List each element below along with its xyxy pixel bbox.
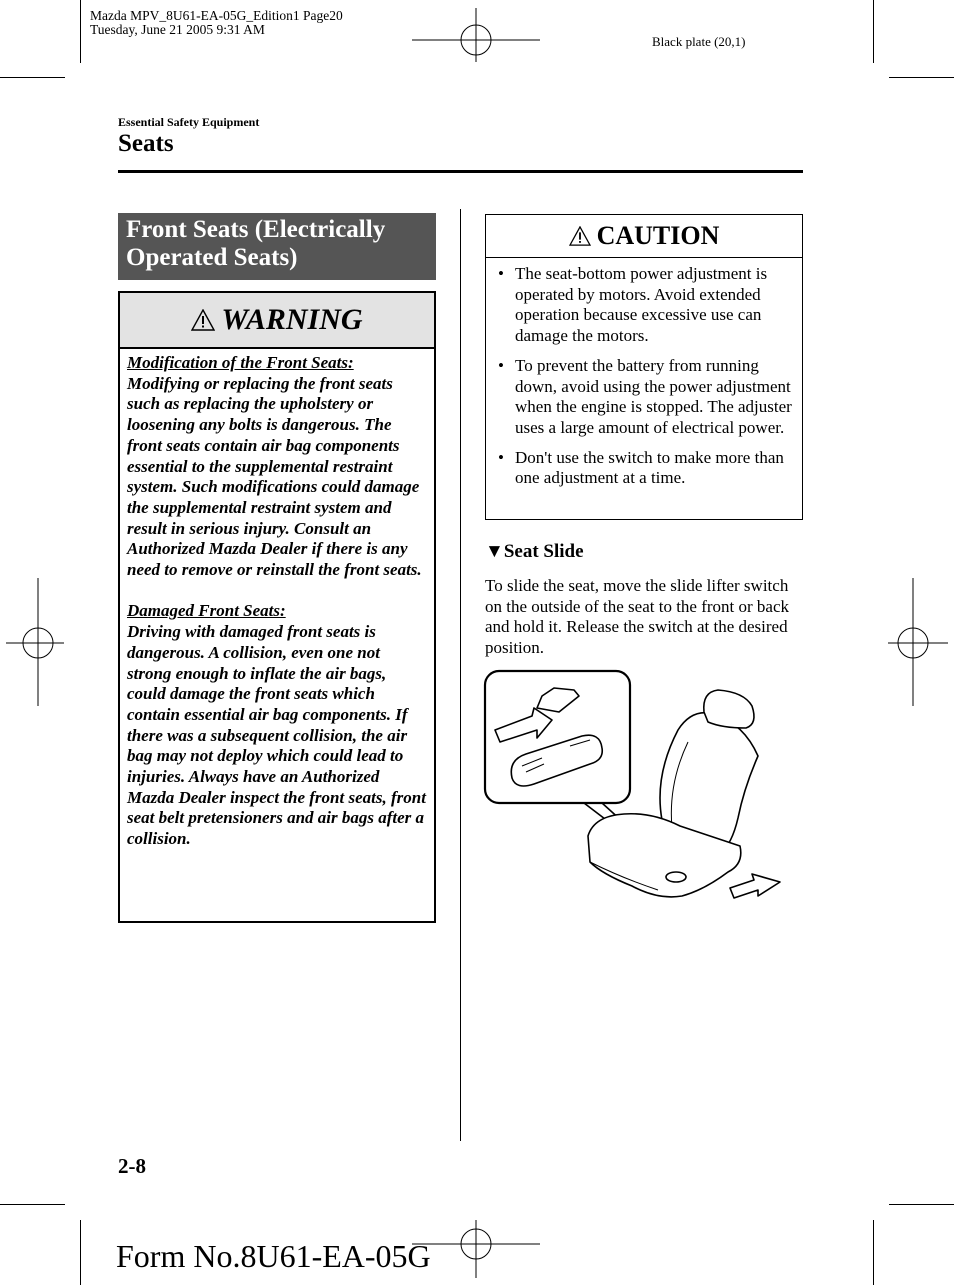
caution-title: CAUTION: [596, 221, 720, 250]
print-date-line: Tuesday, June 21 2005 9:31 AM: [90, 22, 265, 37]
warning-triangle-icon: [191, 309, 215, 331]
section-label: Essential Safety Equipment: [118, 115, 260, 129]
caution-body: [486, 258, 802, 489]
caution-triangle-icon: [569, 226, 591, 246]
caution-item: • The seat-bottom power adjustment is operated by motors. Avoid extended operation because excessive use can damage the motors.: [494, 264, 794, 347]
warning-text-modification: Modifying or replacing the front seats such as replacing the upholstery or loosening any bolts is dangerous. The front seats contain air bag components essential to the supplemental restraint system. Such modifications could damage the supplemental restraint system and result in serious injury. Consult an Authorized Mazda Dealer if there is any need to remove or reinstall the front seats.: [127, 373, 422, 580]
warning-subheading-modification: Modification of the Front Seats:: [127, 353, 354, 372]
section-heading-line1: Front Seats (Electrically: [126, 216, 386, 243]
section-heading-line2: Operated Seats): [126, 244, 298, 271]
warning-text-damaged: Driving with damaged front seats is dangerous. A collision, even one not strong enough to inflate the air bags, could damage the front seats which contain essential air bag components. If there was a subsequent collision, the air bag may not deploy which could lead to injuries. Always have an Authorized Mazda Dealer inspect the front seats, front seat belt pretensioners and air bags after a collision.: [127, 622, 426, 849]
seat-slide-body: To slide the seat, move the slide lifter switch on the outside of the seat to the front or back and hold it. Release the switch at the desired position.: [485, 576, 790, 658]
warning-title: WARNING: [221, 303, 363, 336]
slide-direction-arrow-icon: [730, 874, 780, 898]
caution-box: [485, 214, 803, 520]
form-number: Form No.8U61-EA-05G: [116, 1238, 431, 1274]
warning-header: [120, 293, 434, 349]
section-heading: [118, 213, 436, 280]
caution-list: [494, 264, 794, 489]
seat-switch: [666, 872, 686, 882]
warning-body: [120, 349, 434, 850]
column-divider: [460, 209, 461, 1141]
caution-item: • Don't use the switch to make more than one adjustment at a time.: [494, 448, 794, 489]
seat-slide-heading: [485, 541, 584, 563]
print-plate: Black plate (20,1): [652, 34, 746, 49]
print-file-line: Mazda MPV_8U61-EA-05G_Edition1 Page20: [90, 8, 343, 23]
subheading-marker: ▼: [485, 541, 504, 562]
warning-box: [118, 291, 436, 923]
page-title: Seats: [118, 130, 174, 157]
caution-header: [486, 215, 802, 258]
seat-headrest: [704, 690, 754, 728]
warning-subheading-damaged: Damaged Front Seats:: [127, 601, 286, 621]
title-rule: [118, 170, 803, 173]
page-number: 2-8: [118, 1154, 146, 1178]
seat-slide-illustration: [482, 668, 787, 903]
seat-slide-title: Seat Slide: [503, 541, 584, 562]
caution-item: • To prevent the battery from running down, avoid using the power adjustment when the engine is stopped. The adjuster uses a large amount of electrical power.: [494, 356, 794, 439]
